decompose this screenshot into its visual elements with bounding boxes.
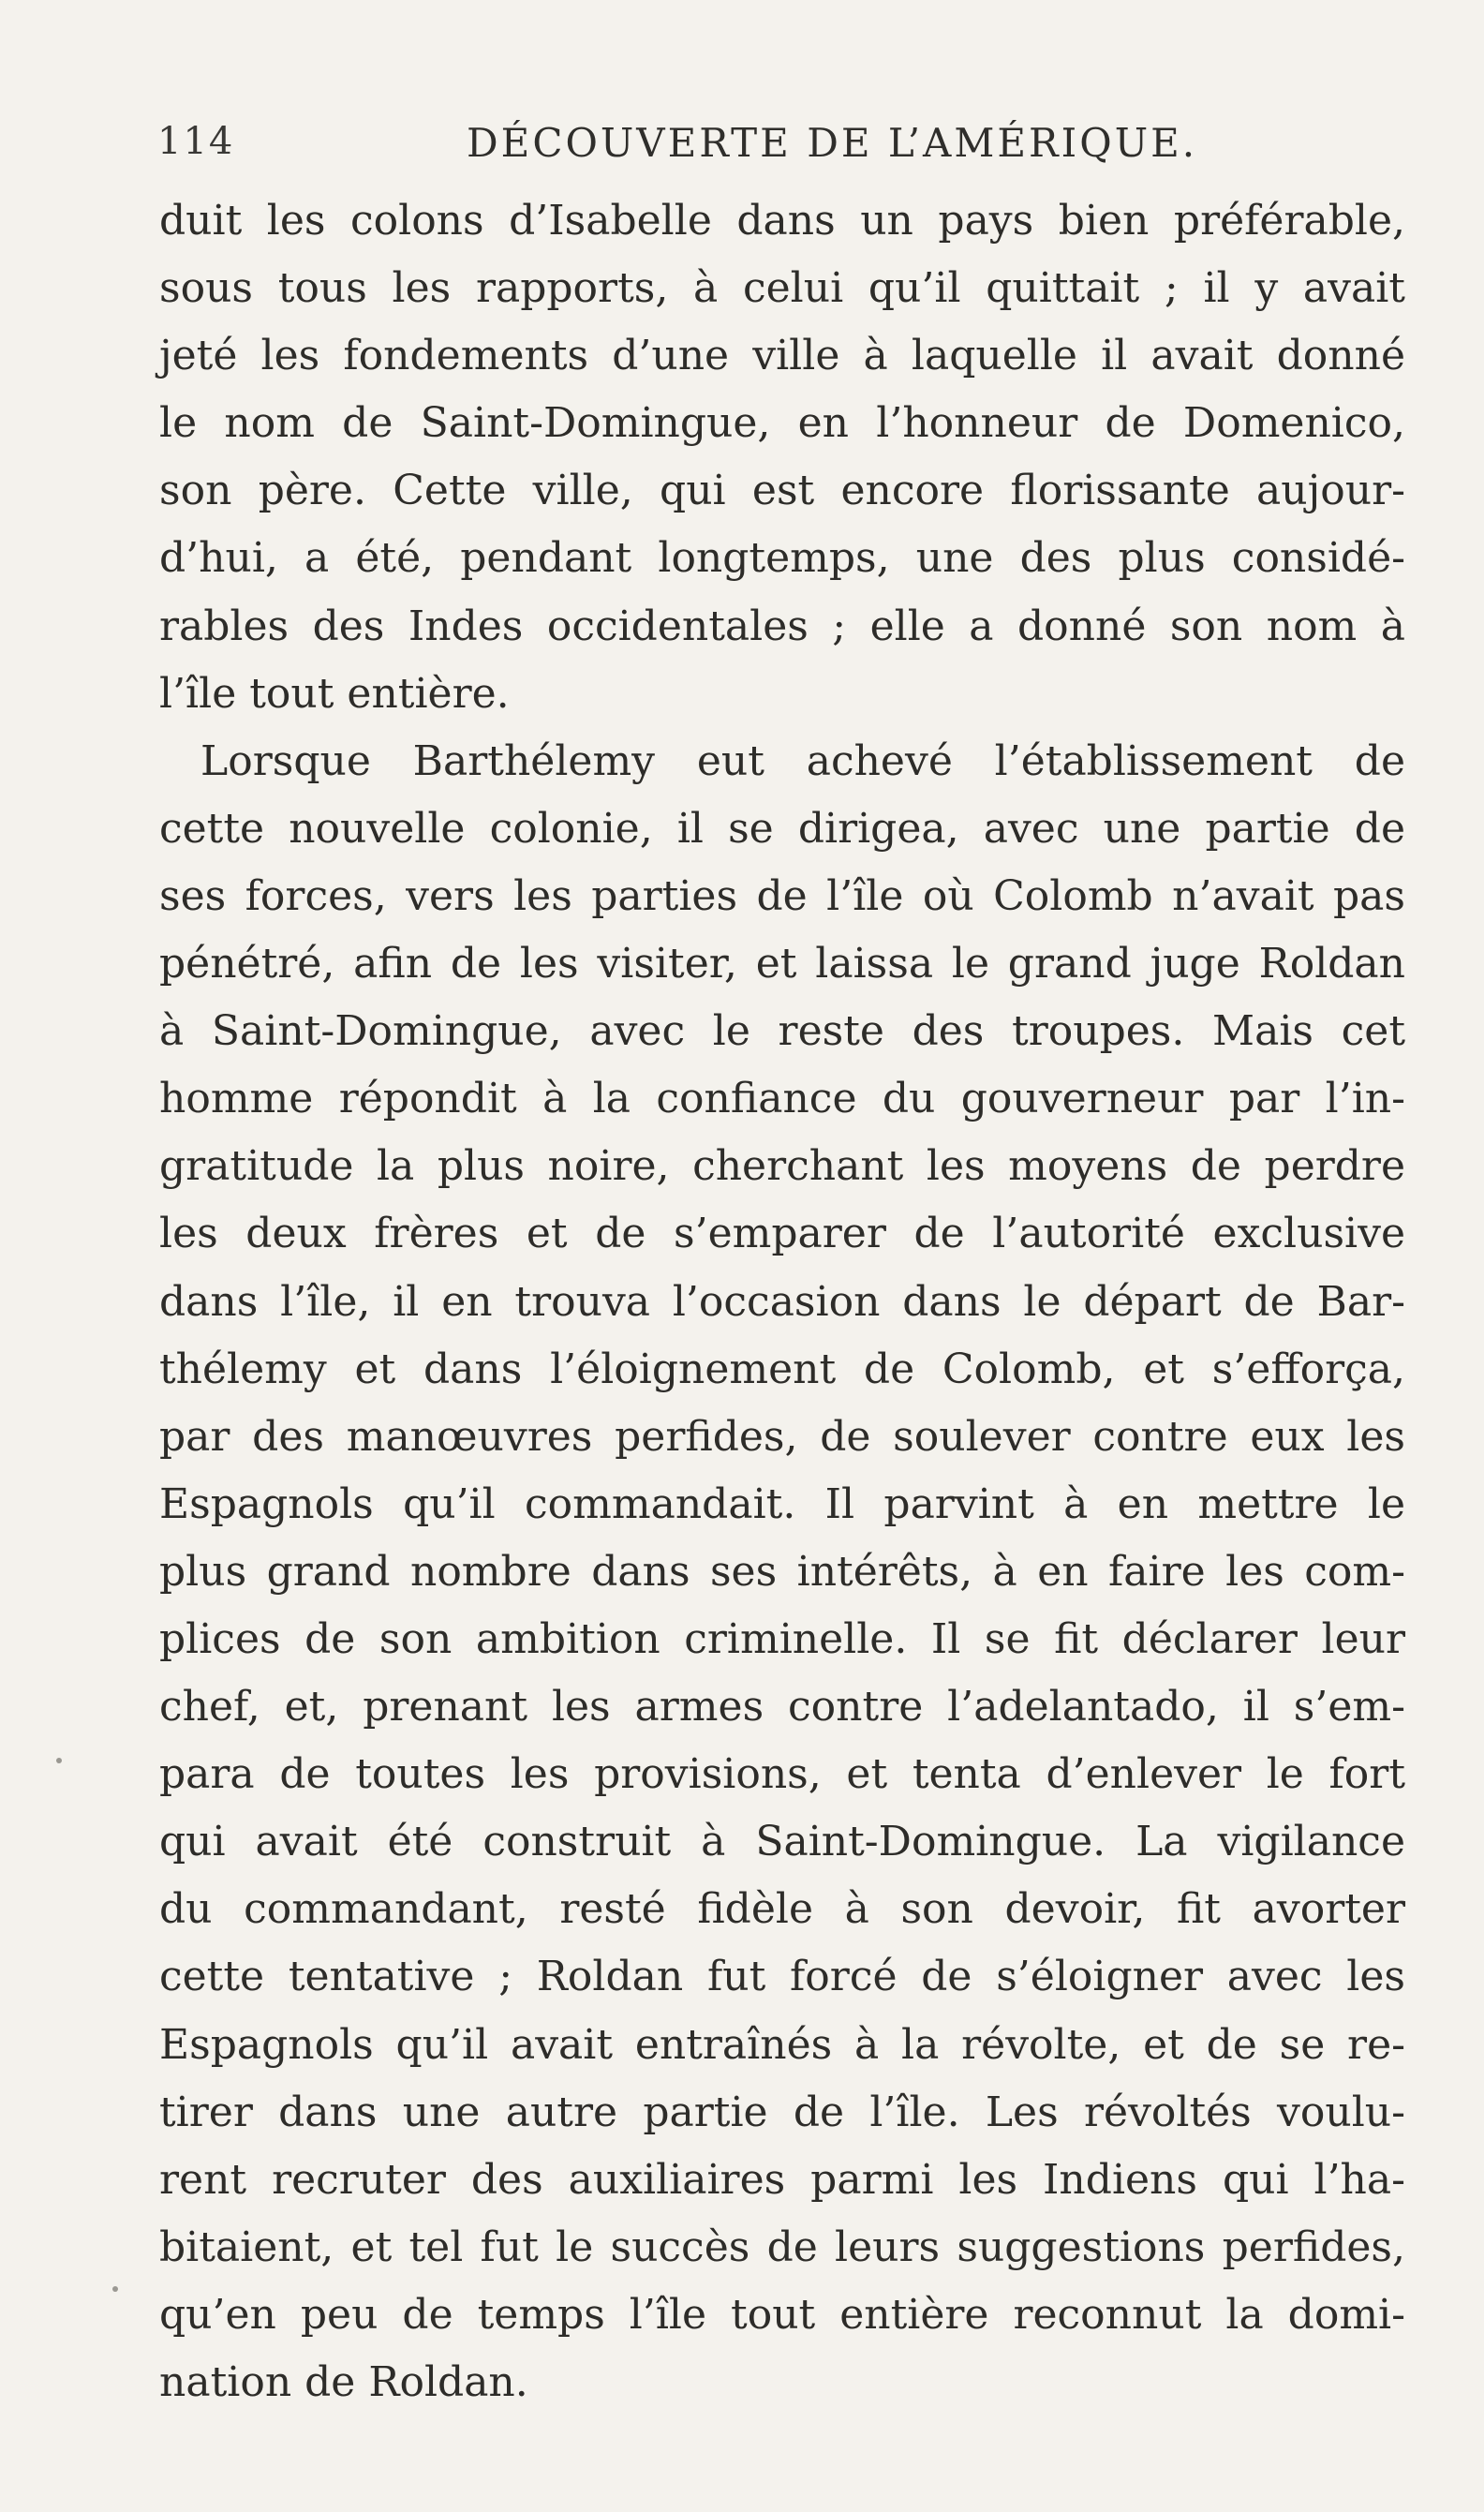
margin-speck — [56, 1758, 62, 1763]
text-line: Espagnols qu’il avait entraînés à la révolte, et de se re- — [159, 2020, 1405, 2069]
page-header — [157, 120, 1403, 176]
text-line: rables des Indes occidentales ; elle a donné son nom à — [159, 602, 1405, 650]
text-line: cette tentative ; Roldan fut forcé de s’éloigner avec les — [159, 1953, 1405, 2001]
text-line: thélemy et dans l’éloignement de Colomb, et s’efforça, — [159, 1345, 1405, 1393]
text-line: cette nouvelle colonie, il se dirigea, avec une partie de — [159, 804, 1405, 853]
text-line: ses forces, vers les parties de l’île où Colomb n’avait pas — [159, 871, 1405, 920]
text-line: son père. Cette ville, qui est encore florissante aujour- — [159, 467, 1405, 515]
text-line: tirer dans une autre partie de l’île. Les révoltés voulu- — [159, 2088, 1405, 2136]
text-line: duit les colons d’Isabelle dans un pays bien préférable, — [159, 197, 1405, 245]
text-line: bitaient, et tel fut le succès de leurs suggestions perfides, — [159, 2222, 1405, 2271]
text-line: du commandant, resté fidèle à son devoir, fit avorter — [159, 1885, 1405, 1934]
text-line: sous tous les rapports, à celui qu’il quittait ; il y avait — [159, 264, 1405, 313]
text-line: jeté les fondements d’une ville à laquelle il avait donné — [159, 332, 1405, 380]
text-line: nation de Roldan. — [159, 2358, 528, 2406]
text-line: le nom de Saint-Domingue, en l’honneur de Domenico, — [159, 399, 1405, 448]
running-title: DÉCOUVERTE DE L’AMÉRIQUE. — [467, 120, 1198, 166]
paragraph — [159, 728, 1405, 2416]
text-line: par des manœuvres perfides, de soulever contre eux les — [159, 1412, 1405, 1461]
text-line: dans l’île, il en trouva l’occasion dans le départ de Bar- — [159, 1277, 1405, 1326]
text-line: plices de son ambition criminelle. Il se fit déclarer leur — [159, 1614, 1405, 1663]
body-text — [159, 187, 1405, 2416]
text-line: qu’en peu de temps l’île tout entière reconnut la domi- — [159, 2290, 1405, 2339]
text-line: les deux frères et de s’emparer de l’autorité exclusive — [159, 1210, 1405, 1258]
text-line: à Saint-Domingue, avec le reste des troupes. Mais cet — [159, 1007, 1405, 1056]
text-line: l’île tout entière. — [159, 669, 510, 718]
text-line: pénétré, afin de les visiter, et laissa le grand juge Roldan — [159, 940, 1405, 988]
text-line: homme répondit à la confiance du gouverneur par l’in- — [159, 1075, 1405, 1123]
paragraph — [159, 187, 1405, 728]
text-line: chef, et, prenant les armes contre l’adelantado, il s’em- — [159, 1683, 1405, 1732]
text-line: gratitude la plus noire, cherchant les moyens de perdre — [159, 1142, 1405, 1191]
text-line: rent recruter des auxiliaires parmi les Indiens qui l’ha- — [159, 2155, 1405, 2204]
text-line: plus grand nombre dans ses intérêts, à en faire les com- — [159, 1547, 1405, 1596]
page-number: 114 — [157, 120, 235, 163]
text-line: qui avait été construit à Saint-Domingue. La vigilance — [159, 1818, 1405, 1866]
text-line: para de toutes les provisions, et tenta d’enlever le fort — [159, 1750, 1405, 1799]
text-line: Espagnols qu’il commandait. Il parvint à en mettre le — [159, 1479, 1405, 1528]
margin-speck — [112, 2286, 118, 2292]
text-line: Lorsque Barthélemy eut achevé l’établissement de — [200, 736, 1405, 785]
text-line: d’hui, a été, pendant longtemps, une des plus considé- — [159, 534, 1405, 583]
